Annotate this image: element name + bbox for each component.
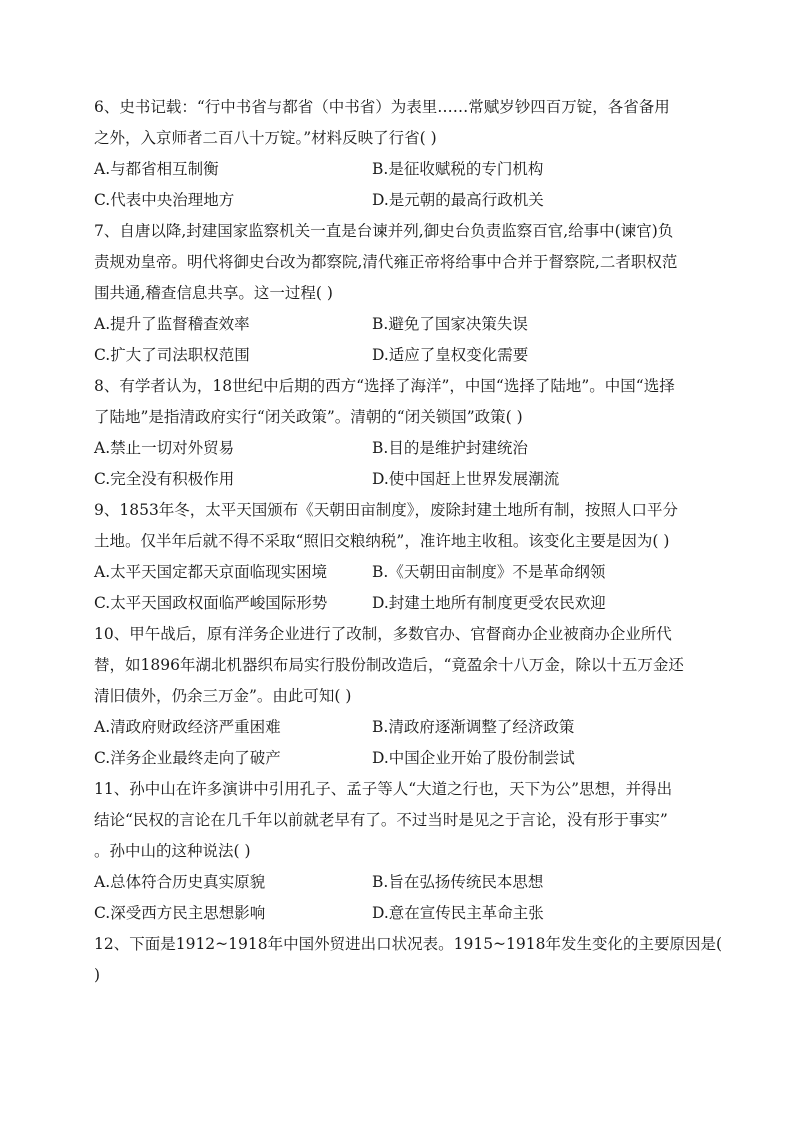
question-9-option-d[interactable]: D.封建土地所有制度更受农民欢迎 (372, 594, 606, 612)
question-9-stem-line-1: 9、1853年冬，太平天国颁布《天朝田亩制度》，废除封建土地所有制，按照人口平分 (94, 501, 679, 519)
question-11-stem-line-2: 结论“民权的言论在几千年以前就老早有了。不过当时是见之于言论，没有形于事实” (94, 811, 668, 829)
question-11-option-b[interactable]: B.旨在弘扬传统民本思想 (372, 873, 544, 891)
question-11-option-c[interactable]: C.深受西方民主思想影响 (94, 904, 266, 922)
question-9-option-b[interactable]: B.《天朝田亩制度》不是革命纲领 (372, 563, 606, 581)
question-9-stem-line-2: 土地。仅半年后就不得不采取“照旧交粮纳税”，准许地主收租。该变化主要是因为( ) (94, 532, 670, 550)
question-9-option-a[interactable]: A.太平天国定都天京面临现实困境 (94, 563, 328, 581)
question-10-stem-line-1: 10、甲午战后，原有洋务企业进行了改制，多数官办、官督商办企业被商办企业所代 (94, 625, 672, 643)
question-11-stem-line-3: 。孙中山的这种说法( ) (94, 842, 251, 860)
question-7-option-d[interactable]: D.适应了皇权变化需要 (372, 346, 529, 364)
question-11-option-a[interactable]: A.总体符合历史真实原貌 (94, 873, 266, 891)
question-7-stem-line-1: 7、自唐以降,封建国家监察机关一直是台谏并列,御史台负责监察百官,给事中(谏官)负 (94, 222, 674, 240)
question-12 (94, 929, 723, 991)
question-7-option-b[interactable]: B.避免了国家决策失误 (372, 315, 528, 333)
question-11-stem-line-1: 11、孙中山在许多演讲中引用孔子、孟子等人“大道之行也，天下为公”思想，并得出 (94, 780, 673, 798)
question-12-stem-line-1: 12、下面是1912~1918年中国外贸进出口状况表。1915~1918年发生变化的主要原因是( (94, 935, 723, 953)
question-7-option-c[interactable]: C.扩大了司法职权范围 (94, 346, 250, 364)
question-8-option-b[interactable]: B.目的是维护封建统治 (372, 439, 528, 457)
question-10-stem-line-3: 清旧债外，仍余三万金”。由此可知( ) (94, 687, 352, 705)
question-10-option-a[interactable]: A.清政府财政经济严重困难 (94, 718, 281, 736)
question-8-option-c[interactable]: C.完全没有积极作用 (94, 470, 235, 488)
question-8-option-d[interactable]: D.使中国赶上世界发展潮流 (372, 470, 560, 488)
question-6-option-d[interactable]: D.是元朝的最高行政机关 (372, 191, 544, 209)
question-8-stem-line-2: 了陆地”是指清政府实行“闭关政策”。清朝的“闭关锁国”政策( ) (94, 408, 523, 426)
question-7 (94, 216, 700, 371)
question-10-stem-line-2: 替，如1896年湖北机器织布局实行股份制改造后，“竟盈余十八万金，除以十五万金还 (94, 656, 684, 674)
question-8 (94, 371, 700, 495)
question-12-stem-line-2: ) (94, 966, 101, 984)
question-10-option-d[interactable]: D.中国企业开始了股份制尝试 (372, 749, 575, 767)
question-7-option-a[interactable]: A.提升了监督稽查效率 (94, 315, 250, 333)
question-11-option-d[interactable]: D.意在宣传民主革命主张 (372, 904, 544, 922)
question-10 (94, 619, 700, 774)
question-11 (94, 774, 700, 929)
question-list (94, 92, 723, 991)
question-6-option-b[interactable]: B.是征收赋税的专门机构 (372, 160, 544, 178)
question-10-option-c[interactable]: C.洋务企业最终走向了破产 (94, 749, 281, 767)
question-7-stem-line-3: 围共通,稽查信息共享。这一过程( ) (94, 284, 333, 302)
question-8-option-a[interactable]: A.禁止一切对外贸易 (94, 439, 235, 457)
question-9-option-c[interactable]: C.太平天国政权面临严峻国际形势 (94, 594, 328, 612)
question-6-option-c[interactable]: C.代表中央治理地方 (94, 191, 235, 209)
question-6-stem-line-2: 之外，入京师者二百八十万锭。”材料反映了行省( ) (94, 129, 437, 147)
question-6-option-a[interactable]: A.与都省相互制衡 (94, 160, 219, 178)
question-7-stem-line-2: 责规劝皇帝。明代将御史台改为都察院,清代雍正帝将给事中合并于督察院,二者职权范 (94, 253, 678, 271)
question-6-stem-line-1: 6、史书记载：“行中书省与都省（中书省）为表里……常赋岁钞四百万锭，各省备用 (94, 98, 670, 116)
question-6 (94, 92, 700, 216)
question-8-stem-line-1: 8、有学者认为，18世纪中后期的西方“选择了海洋”，中国“选择了陆地”。中国“选择 (94, 377, 675, 395)
question-9 (94, 495, 700, 619)
question-10-option-b[interactable]: B.清政府逐渐调整了经济政策 (372, 718, 575, 736)
